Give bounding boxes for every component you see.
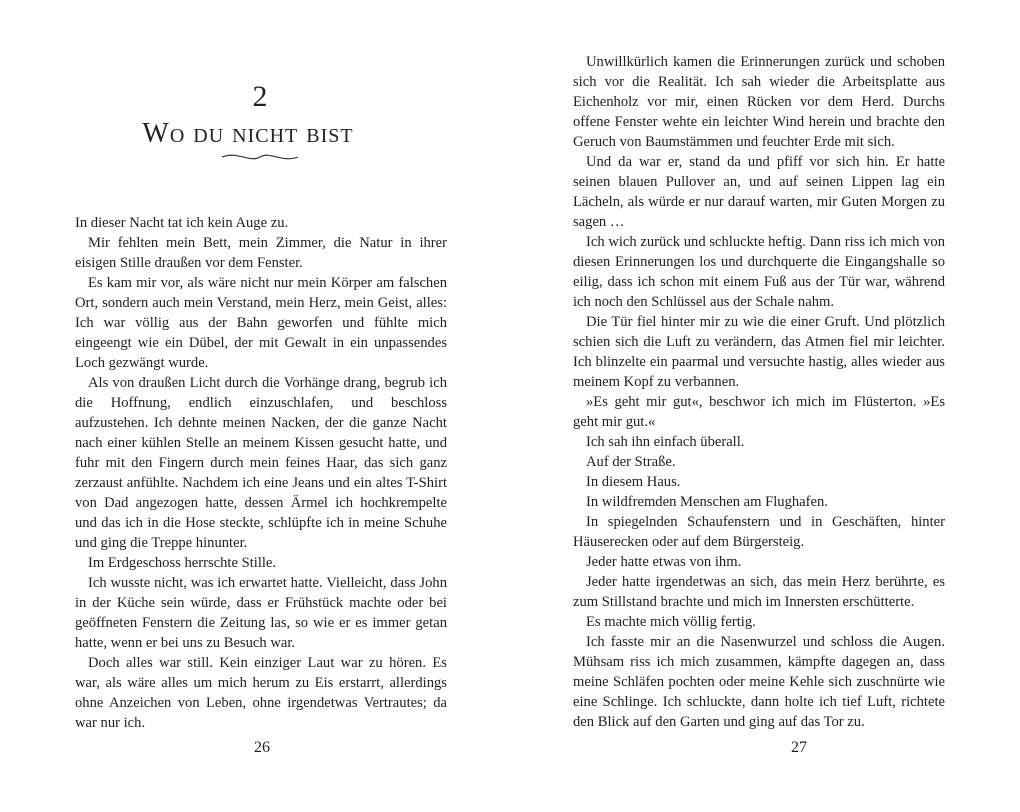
- paragraph: Unwillkürlich kamen die Erinnerungen zurück und schoben sich vor die Realität. Ich sah wieder die Arbeitsplatte aus Eichenholz vor mir, einen Rücken vor dem Herd. Durchs offene Fenster wehte ein leichter Wind herein und brachte den Geruch von Baumstämmen und feuchter Erde mit sich.: [573, 54, 945, 150]
- chapter-number: 2: [252, 80, 268, 113]
- right-page-text: [573, 52, 945, 732]
- page-number: 27: [791, 739, 807, 756]
- paragraph: Ich wusste nicht, was ich erwartet hatte. Vielleicht, dass John in der Küche sein würde, dass er Frühstück machte oder bei geöffneten Fenstern die Zeitung las, so wie er es immer getan hatte, wenn er bei uns zu Besuch war.: [75, 575, 447, 651]
- paragraph: In wildfremden Menschen am Flughafen.: [586, 494, 828, 510]
- paragraph: Es machte mich völlig fertig.: [586, 614, 756, 630]
- chapter-flourish-icon: [220, 150, 300, 164]
- left-page-text: [75, 213, 447, 733]
- paragraph: Die Tür fiel hinter mir zu wie die einer Gruft. Und plötzlich schien sich die Luft zu verändern, das Atmen fiel mir leichter. Ich blinzelte ein paarmal und versuchte hastig, alles wieder aus meinem Kopf zu verbannen.: [573, 314, 945, 390]
- paragraph: Ich wich zurück und schluckte heftig. Dann riss ich mich von diesen Erinnerungen los und durchquerte die Eingangshalle so eilig, dass ich schon mit einem Fuß aus der Tür war, während ich noch den Schlüssel aus der Schale nahm.: [573, 234, 945, 310]
- paragraph: In diesem Haus.: [586, 474, 681, 490]
- paragraph: Und da war er, stand da und pfiff vor sich hin. Er hatte seinen blauen Pullover an, und auf seinen Lippen lag ein Lächeln, als würde er nur darauf warten, mir Guten Morgen zu sagen …: [573, 154, 945, 230]
- right-page: [510, 0, 1020, 812]
- paragraph: In spiegelnden Schaufenstern und in Geschäften, hinter Häuserecken oder auf dem Bürgersteig.: [573, 514, 945, 550]
- page-number: 26: [254, 739, 270, 756]
- paragraph: Ich sah ihn einfach überall.: [586, 434, 745, 450]
- paragraph: »Es geht mir gut«, beschwor ich mich im Flüsterton. »Es geht mir gut.«: [573, 394, 945, 430]
- paragraph: Als von draußen Licht durch die Vorhänge drang, begrub ich die Hoffnung, endlich einzuschlafen, und beschloss aufzustehen. Ich dehnte meinen Nacken, der die ganze Nacht nach einer kühlen Stelle an meinem Kissen gesucht hatte, und fuhr mit den Fingern durch mein feines Haar, das sich ganz zerzaust anfühlte. Nachdem ich eine Jeans und ein altes T-Shirt von Dad angezogen hatte, dessen Ärmel ich hochkrempelte und das ich in die Hose steckte, schlüpfte ich in meine Schuhe und ging die Treppe hinunter.: [75, 375, 447, 551]
- paragraph: Mir fehlten mein Bett, mein Zimmer, die Natur in ihrer eisigen Stille draußen vor dem Fenster.: [75, 235, 447, 271]
- chapter-title: Wo du nicht bist: [142, 118, 354, 149]
- paragraph: In dieser Nacht tat ich kein Auge zu.: [75, 215, 289, 231]
- paragraph: Im Erdgeschoss herrschte Stille.: [88, 555, 277, 571]
- paragraph: Ich fasste mir an die Nasenwurzel und schloss die Augen. Mühsam riss ich mich zusammen, kämpfte dagegen an, dass meine Schläfen pochten oder meine Kehle sich zuschnürte wie eine Schlinge. Ich schluckte, dann holte ich tief Luft, richtete den Blick auf den Garten und ging auf das Tor zu.: [573, 634, 945, 730]
- paragraph: Es kam mir vor, als wäre nicht nur mein Körper am falschen Ort, sondern auch mein Verstand, mein Herz, mein Geist, alles: Ich war völlig aus der Bahn geworfen und fühlte mich eingeengt wie ein Dübel, der mit Gewalt in ein unpassendes Loch gezwängt wurde.: [75, 275, 447, 371]
- paragraph: Doch alles war still. Kein einziger Laut war zu hören. Es war, als wäre alles um mich herum zu Eis erstarrt, allerdings ohne Anzeichen von Leben, ohne irgendetwas Vertrautes; da war nur ich.: [75, 655, 447, 731]
- paragraph: Jeder hatte irgendetwas an sich, das mein Herz berührte, es zum Stillstand brachte und mich im Innersten erschütterte.: [573, 574, 945, 610]
- paragraph: Jeder hatte etwas von ihm.: [586, 554, 742, 570]
- paragraph: Auf der Straße.: [586, 454, 676, 470]
